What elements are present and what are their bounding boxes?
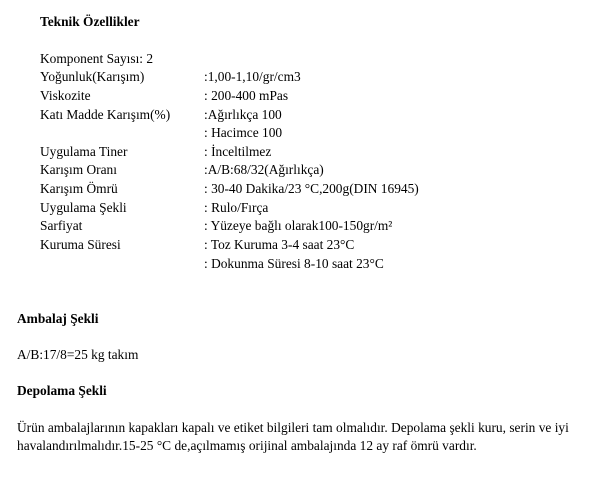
spec-label: Karışım Oranı (40, 162, 117, 177)
page-title: Teknik Özellikler (40, 14, 140, 29)
spec-value: : Rulo/Fırça (204, 200, 269, 215)
storage-heading: Depolama Şekli (17, 383, 107, 398)
spec-value: : Yüzeye bağlı olarak100-150gr/m² (204, 218, 393, 233)
spec-label: Viskozite (40, 88, 91, 103)
spec-value: : 200-400 mPas (204, 88, 289, 103)
packaging-text: A/B:17/8=25 kg takım (17, 347, 139, 362)
spec-value: : Toz Kuruma 3-4 saat 23°C (204, 237, 355, 252)
spec-value: : 30-40 Dakika/23 °C,200g(DIN 16945) (204, 181, 419, 196)
spec-label: Katı Madde Karışım(%) (40, 107, 171, 122)
spec-label: Kuruma Süresi (40, 237, 121, 252)
spec-label: Karışım Ömrü (40, 181, 118, 196)
spec-label: Uygulama Şekli (40, 200, 127, 215)
spec-value: :1,00-1,10/gr/cm3 (204, 69, 301, 84)
storage-text: Ürün ambalajlarının kapakları kapalı ve etiket bilgileri tam olmalıdır. Depolama şekli kuru, serin ve iyi havalandırılmalıdır.15-25 °C de,açılmamış orijinal ambalajında 12 ay raf ömrü vardır. (17, 420, 569, 453)
spec-value: : İnceltilmez (204, 144, 272, 159)
packaging-heading: Ambalaj Şekli (17, 311, 99, 326)
spec-value: : Hacimce 100 (204, 125, 283, 140)
component-count: Komponent Sayısı: 2 (40, 51, 154, 66)
spec-label: Yoğunluk(Karışım) (40, 69, 145, 84)
spec-value: :A/B:68/32(Ağırlıkça) (204, 162, 324, 177)
spec-value: : Dokunma Süresi 8-10 saat 23°C (204, 256, 384, 271)
spec-value: :Ağırlıkça 100 (204, 107, 282, 122)
spec-label: Uygulama Tiner (40, 144, 128, 159)
spec-label: Sarfiyat (40, 218, 83, 233)
